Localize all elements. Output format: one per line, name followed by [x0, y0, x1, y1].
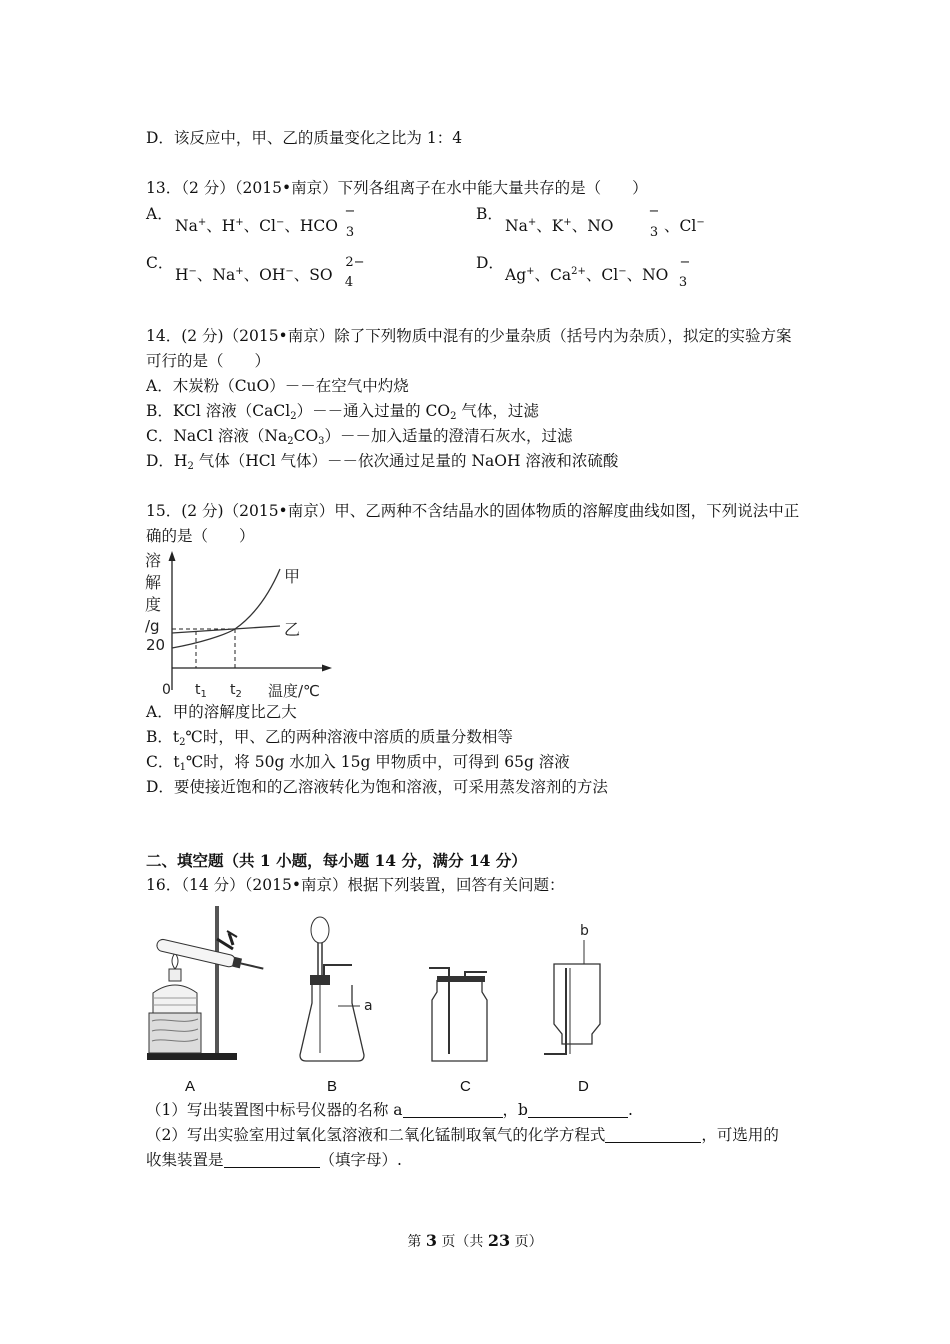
q13-a-subscript: 3	[345, 225, 355, 240]
y-label-char-2: 解	[145, 573, 162, 592]
q13-a-ions: Na+、H+、Cl−、HCO	[175, 217, 338, 235]
q13-d-label: D．	[476, 254, 504, 272]
apparatus-d	[540, 920, 610, 1060]
q14-option-b: B．KCl 溶液（CaCl$_2$）－－通入过量的 $CO_2$ 气体，过滤	[146, 402, 539, 422]
q14-option-c: C．NaCl 溶液$(Na_2CO_3)--$加入适量的澄清石灰水，过滤	[146, 427, 573, 447]
label-apparatus-d: D	[578, 1078, 589, 1095]
q13-a-label: A．	[146, 205, 173, 223]
t2-label: $t_2$	[230, 682, 242, 700]
apparatus-c	[427, 958, 497, 1068]
q13-b-subscript: 3	[649, 225, 659, 240]
q13-d-ions: Ag+、$Ca^{2+}$、Cl−、NO	[505, 266, 669, 284]
funnel-bulb	[311, 917, 329, 943]
curve-jia-label: 甲	[284, 567, 301, 586]
q13-b-charge: −	[648, 204, 660, 219]
alcohol-lamp	[153, 985, 197, 1013]
stand-base	[147, 1053, 237, 1060]
bottle-stopper	[437, 976, 485, 982]
curve-jia	[172, 569, 280, 648]
wood-block	[149, 1013, 201, 1053]
q15-option-c: C．$t_1℃$时，将 50g 水加入 15g 甲物质中，可得到 65g 溶液	[146, 753, 570, 773]
label-apparatus-c: C	[460, 1078, 471, 1095]
q15-option-a: A．甲的溶解度比乙大	[146, 703, 297, 721]
q13-c-ions: H−、Na+、OH−、SO	[175, 266, 333, 284]
label-apparatus-a: A	[185, 1078, 196, 1095]
blank-a[interactable]	[403, 1101, 503, 1118]
apparatus-b	[298, 915, 398, 1065]
flame	[172, 953, 178, 969]
q16-part-3: 收集装置是 （填字母）.	[146, 1151, 402, 1169]
q16-part-2: （2）写出实验室用过氧化氢溶液和二氧化锰制取氧气的化学方程式 ，可选用的	[146, 1126, 779, 1144]
label-b: b	[580, 923, 589, 939]
stand-rod	[215, 906, 219, 1053]
label-a: a	[364, 998, 373, 1014]
q15-option-b: B．$t_2℃$时，甲、乙的两种溶液中溶质的质量分数相等	[146, 728, 513, 748]
y-label-char-1: 溶	[145, 551, 162, 570]
q15-stem-2: 确的是（ ）	[146, 527, 255, 545]
x-axis-label: 温度/℃	[268, 682, 320, 700]
inverted-bottle	[554, 964, 600, 1044]
page-footer: 第 3 页（共 23 页）	[407, 1231, 543, 1250]
stopper	[310, 975, 330, 985]
label-apparatus-b: B	[327, 1078, 338, 1095]
solubility-graph	[140, 547, 340, 702]
blank-collection[interactable]	[224, 1151, 320, 1168]
y-label-char-3: 度	[145, 595, 162, 614]
blank-equation[interactable]	[605, 1126, 701, 1143]
q13-c-label: C．	[146, 254, 174, 272]
q13-b-ions-1: Na+、K+、NO	[505, 217, 614, 235]
y-tick-20: 20	[146, 636, 166, 654]
conical-flask	[300, 985, 364, 1061]
q14-option-d: D．$H_2$ 气体（HCl 气体）－－依次通过足量的 NaOH 溶液和浓硫酸	[146, 452, 619, 472]
q13-d-charge: −	[679, 255, 691, 270]
t1-label: $t_1$	[195, 682, 207, 700]
curve-yi-label: 乙	[284, 620, 301, 639]
origin-label: 0	[162, 682, 171, 698]
q15-option-d: D．要使接近饱和的乙溶液转化为饱和溶液，可采用蒸发溶剂的方法	[146, 778, 608, 796]
q13-c-subscript: 4	[344, 275, 354, 290]
apparatus-a	[143, 903, 268, 1068]
q15-stem-1: 15．(2 分)（2015•南京）甲、乙两种不含结晶水的固体物质的溶解度曲线如图，下列说法中正	[146, 502, 800, 520]
q16-stem: 16．（14 分）（2015•南京）根据下列装置，回答有关问题：	[146, 876, 565, 894]
section-2-title: 二、填空题（共 1 小题，每小题 14 分，满分 14 分）	[146, 851, 527, 870]
y-label-unit: /g	[145, 617, 160, 635]
q13-b-label: B．	[476, 205, 503, 223]
q13-c-charge: 2−	[345, 255, 365, 270]
q13-d-subscript: 3	[678, 275, 688, 290]
bottle	[432, 980, 487, 1061]
q14-option-a: A．木炭粉（CuO）－－在空气中灼烧	[146, 377, 409, 395]
q13-a-charge: −	[344, 204, 356, 219]
q14-stem-2: 可行的是（ ）	[146, 352, 271, 370]
delivery-tube	[324, 965, 352, 975]
q13-b-ions-2: 、Cl−	[664, 217, 705, 235]
clamp	[217, 933, 233, 949]
q16-part-1: （1）写出装置图中标号仪器的名称 a ，b .	[146, 1101, 633, 1119]
q13-stem: 13．（2 分）（2015•南京）下列各组离子在水中能大量共存的是（ ）	[146, 179, 648, 197]
q12-option-d: D．该反应中，甲、乙的质量变化之比为 1：4	[146, 129, 463, 147]
y-axis	[169, 551, 176, 690]
q14-stem-1: 14．(2 分)（2015•南京）除了下列物质中混有的少量杂质（括号内为杂质），拟定的实验方案	[146, 327, 792, 345]
blank-b[interactable]	[528, 1101, 628, 1118]
